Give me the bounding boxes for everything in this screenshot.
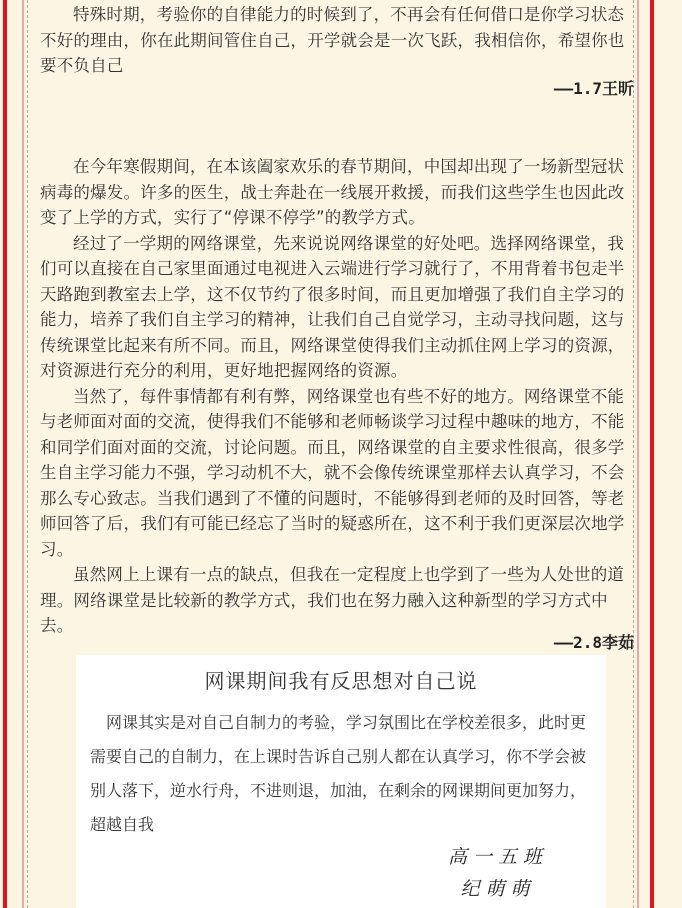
left-dashed-border xyxy=(27,0,28,908)
entry-2 xyxy=(40,154,630,639)
entry-1-signature: ——1.7王昕 xyxy=(553,79,634,98)
entry-2-paragraph-3: 当然了，每件事情都有利有弊，网络课堂也有些不好的地方。网络课堂不能与老师面对面的交流，使得我们不能够和老师畅谈学习过程中趣味的地方，不能和同学们面对面的交流，讨论问题。而且，网络课堂的自主要求性很高，很多学生自主学习能力不强，学习动机不大，就不会像传统课堂那样去认真学习，不会那么专心致志。当我们遇到了不懂的问题时，不能够得到老师的及时回答，等老师回答了后，我们有可能已经忘了当时的疑惑所在，这不利于我们更深层次地学习。 xyxy=(40,386,625,559)
entry-2-signature: ——2.8李茹 xyxy=(553,633,634,652)
note-signature xyxy=(448,841,548,905)
handwritten-note-image xyxy=(76,655,606,908)
note-author: 纪萌萌 xyxy=(460,878,536,900)
entry-1-paragraph-1: 特殊时期，考验你的自律能力的时候到了，不再会有任何借口是你学习状态不好的理由，你在此期间管住自己，开学就会是一次飞跃，我相信你，希望你也要不负自己 xyxy=(40,5,625,75)
left-red-border xyxy=(3,0,7,908)
right-pink-border xyxy=(637,0,639,908)
right-margin xyxy=(654,0,682,908)
note-class-label: 高一五班 xyxy=(447,846,548,868)
right-dashed-border xyxy=(633,0,634,908)
entry-1 xyxy=(40,2,630,79)
entry-2-paragraph-2: 经过了一学期的网络课堂，先来说说网络课堂的好处吧。选择网络课堂，我们可以直接在自己家里面通过电视进入云端进行学习就行了，不用背着书包走半天路跑到教室去上学，这不仅节约了很多时间，而且更加增强了我们自主学习的能力，培养了我们自主学习的精神，让我们自己自觉学习，主动寻找问题，这与传统课堂比起来有所不同。而且，网络课堂使得我们主动抓住网上学习的资源，对资源进行充分的利用，更好地把握网络的资源。 xyxy=(40,233,625,380)
entry-2-paragraph-4: 虽然网上上课有一点的缺点，但我在一定程度上也学到了一些为人处世的道理。网络课堂是比较新的教学方式，我们也在努力融入这种新型的学习方式中去。 xyxy=(40,565,625,635)
left-pink-border xyxy=(22,0,24,908)
note-title: 网课期间我有反思想对自己说 xyxy=(204,669,478,693)
note-body: 网课其实是对自己自制力的考验，学习氛围比在学校差很多，此时更需要自己的自制力，在上课时告诉自己别人都在认真学习，你不学会被别人落下，逆水行舟，不进则退，加油，在剩余的网课期间更加努力，超越自我 xyxy=(90,713,587,834)
entry-2-paragraph-1: 在今年寒假期间，在本该阖家欢乐的春节期间，中国却出现了一场新型冠状病毒的爆发。许多的医生，战士奔赴在一线展开救援，而我们这些学生也因此改变了上学的方式，实行了“停课不停学”的教学方式。 xyxy=(40,157,625,227)
